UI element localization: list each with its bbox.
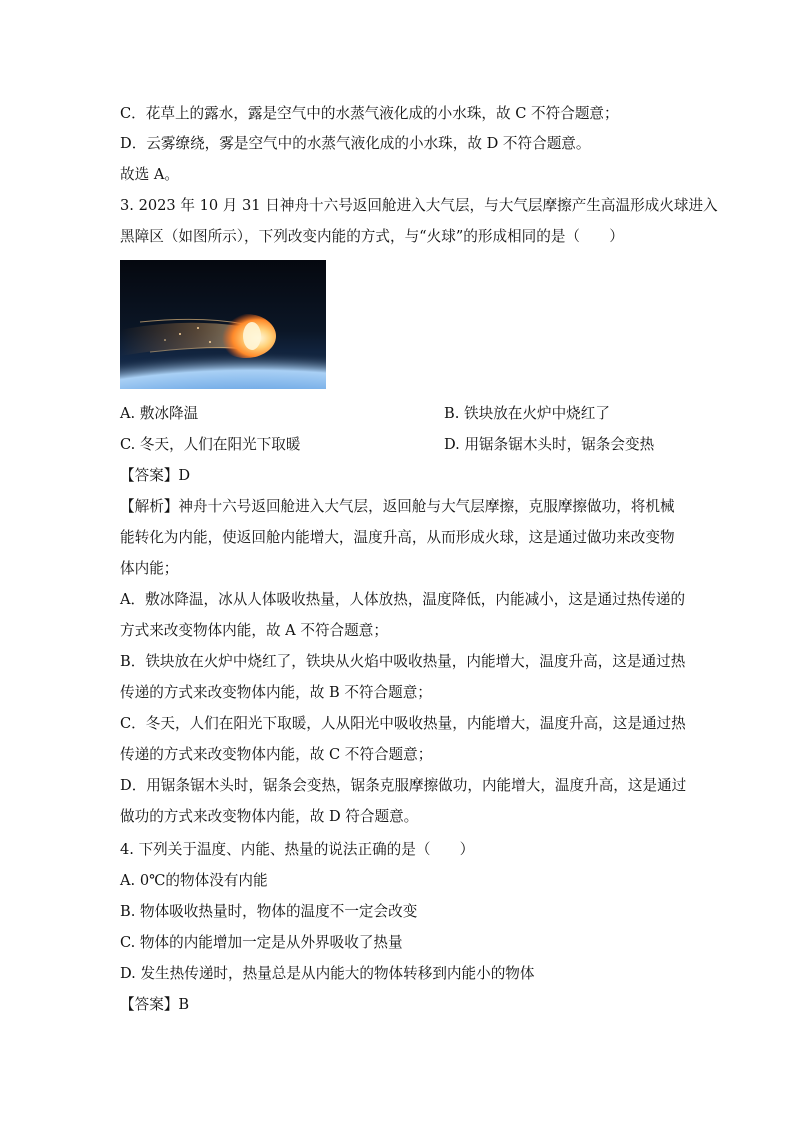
q4-option-b: B. 物体吸收热量时，物体的温度不一定会改变 xyxy=(120,903,418,920)
q3-analysis-line: 【解析】神舟十六号返回舱进入大气层，返回舱与大气层摩擦，克服摩擦做功，将机械 xyxy=(120,498,675,515)
q3-option-b: B. 铁块放在火炉中烧红了 xyxy=(444,405,610,422)
q3-analysis-line: C．冬天，人们在阳光下取暖，人从阳光中吸收热量，内能增大，温度升高，这是通过热 xyxy=(120,715,686,732)
q3-stem-line1: 3. 2023 年 10 月 31 日神舟十六号返回舱进入大气层，与大气层摩擦产生高温形成火球进入 xyxy=(120,197,718,214)
q4-option-a: A. 0℃的物体没有内能 xyxy=(120,872,268,889)
q3-analysis-line: 方式来改变物体内能，故 A 不符合题意； xyxy=(120,622,388,639)
q3-option-a: A. 敷冰降温 xyxy=(120,405,199,422)
q3-analysis-line: 做功的方式来改变物体内能，故 D 符合题意。 xyxy=(120,808,419,825)
q4-option-c: C. 物体的内能增加一定是从外界吸收了热量 xyxy=(120,934,403,951)
prev-option-d-text: D．云雾缭绕，雾是空气中的水蒸气液化成的小水珠，故 D 不符合题意。 xyxy=(120,135,591,152)
q4-option-d: D. 发生热传递时，热量总是从内能大的物体转移到内能小的物体 xyxy=(120,965,535,982)
q3-analysis-line: 传递的方式来改变物体内能，故 B 不符合题意； xyxy=(120,684,432,701)
q3-analysis-line: B．铁块放在火炉中烧红了，铁块从火焰中吸收热量，内能增大，温度升高，这是通过热 xyxy=(120,653,686,670)
q3-analysis-line: 能转化为内能，使返回舱内能增大，温度升高，从而形成火球，这是通过做功来改变物 xyxy=(120,529,675,546)
q3-answer: 【答案】D xyxy=(120,467,191,484)
q3-option-d: D. 用锯条锯木头时，锯条会变热 xyxy=(444,436,655,453)
q3-analysis-line: 传递的方式来改变物体内能，故 C 不符合题意； xyxy=(120,746,433,763)
prev-conclusion: 故选 A。 xyxy=(120,166,179,183)
q4-answer: 【答案】B xyxy=(120,996,190,1013)
q4-stem: 4. 下列关于温度、内能、热量的说法正确的是（ ） xyxy=(120,841,475,858)
q3-option-c: C. 冬天，人们在阳光下取暖 xyxy=(120,436,301,453)
reentry-capsule-image xyxy=(120,260,326,389)
q3-analysis-line: A．敷冰降温，冰从人体吸收热量，人体放热，温度降低，内能减小，这是通过热传递的 xyxy=(120,591,686,608)
q3-analysis-line: D．用锯条锯木头时，锯条会变热，锯条克服摩擦做功，内能增大，温度升高，这是通过 xyxy=(120,777,687,794)
q3-stem-line2: 黑障区（如图所示），下列改变内能的方式，与“火球”的形成相同的是（ ） xyxy=(120,228,624,245)
prev-option-c-text: C．花草上的露水，露是空气中的水蒸气液化成的小水珠，故 C 不符合题意； xyxy=(120,105,619,122)
q3-analysis-line: 体内能； xyxy=(120,560,179,577)
